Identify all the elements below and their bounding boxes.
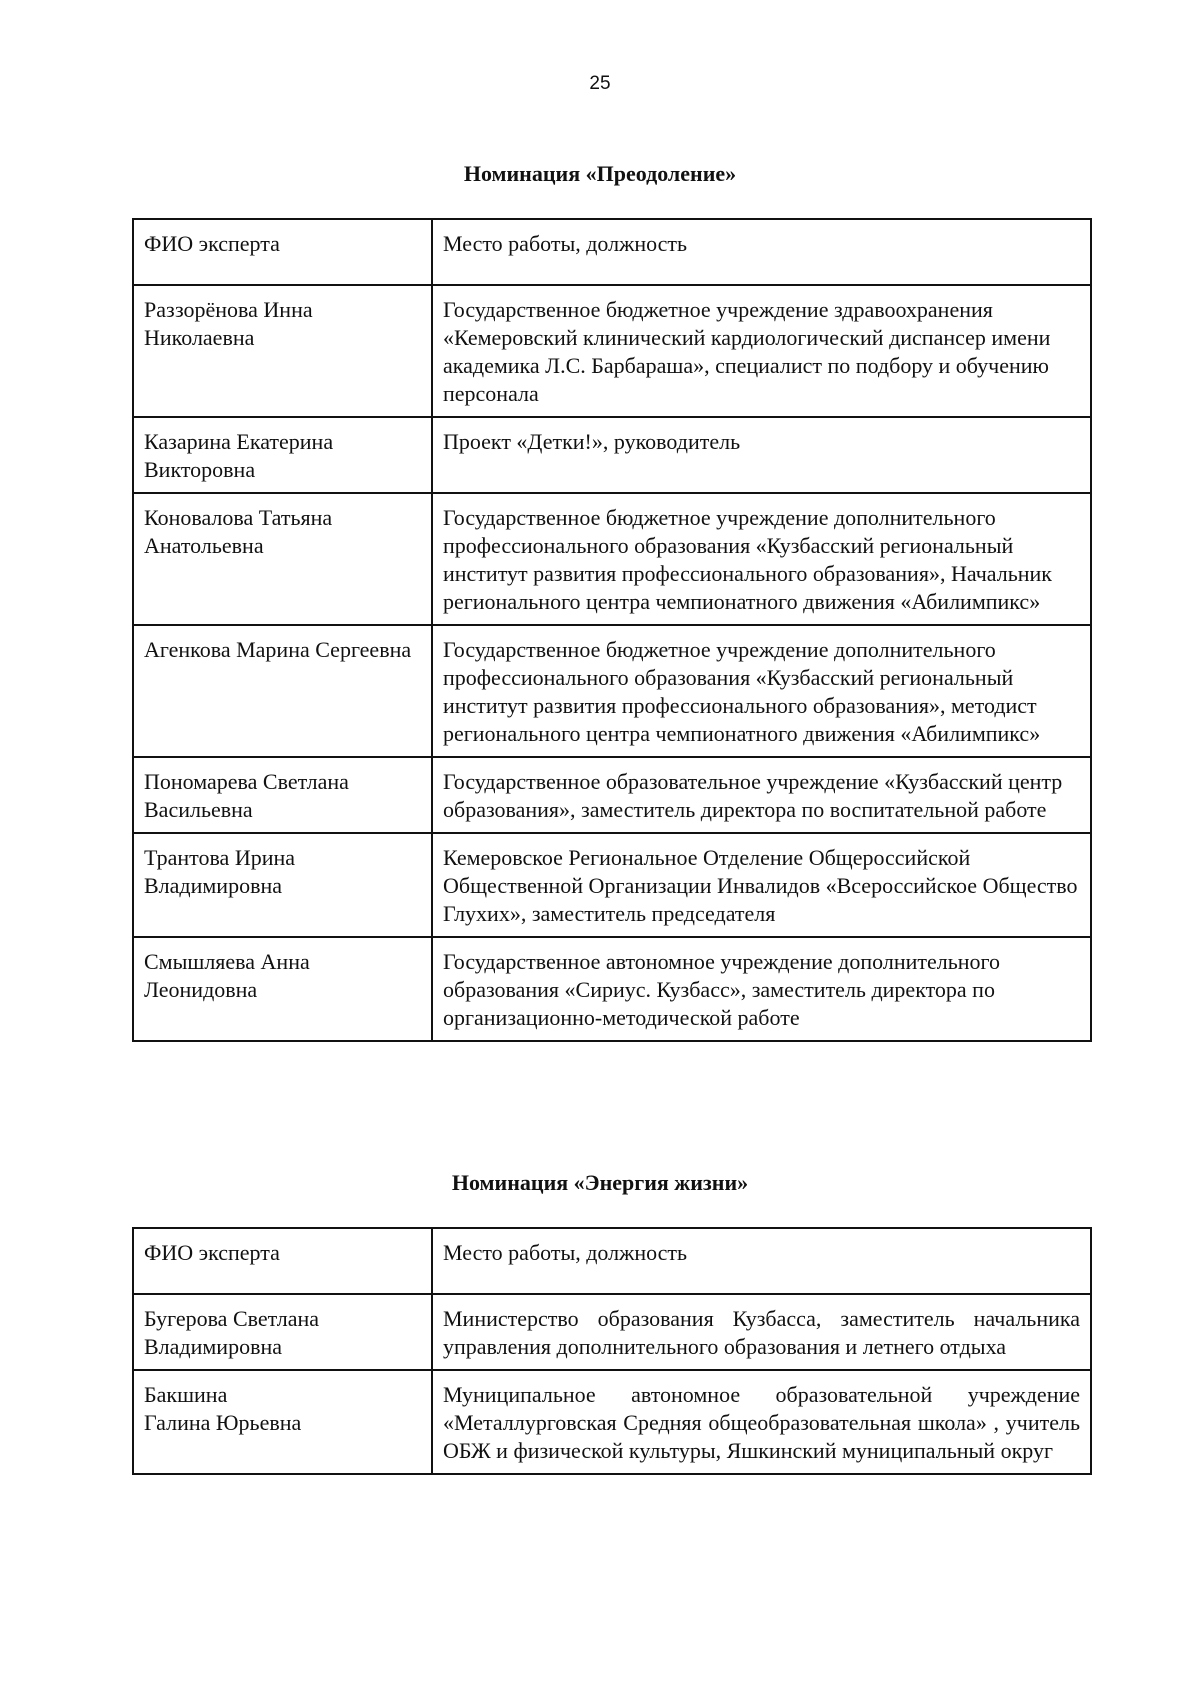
header-name-cell: ФИО эксперта: [133, 219, 432, 285]
table-row: [133, 625, 1091, 757]
table-row: [133, 493, 1091, 625]
expert-name-cell: Раззорёнова Инна Николаевна: [133, 285, 432, 417]
expert-job-cell: Кемеровское Региональное Отделение Общероссийской Общественной Организации Инвалидов «Всероссийское Общество Глухих», заместитель председателя: [432, 833, 1091, 937]
page-number: 25: [589, 73, 611, 94]
expert-job-cell: Государственное бюджетное учреждение здравоохранения «Кемеровский клинический кардиологический диспансер имени академика Л.С. Барбараша», специалист по подбору и обучению персонала: [432, 285, 1091, 417]
table-row: [133, 757, 1091, 833]
table-header-row: [133, 1228, 1091, 1294]
expert-given-names: Галина Юрьевна: [144, 1410, 302, 1435]
expert-surname: Бакшина: [144, 1382, 228, 1407]
expert-name-cell: Смышляева Анна Леонидовна: [133, 937, 432, 1041]
section-title-energiya-zhizni: Номинация «Энергия жизни»: [451, 1170, 749, 1195]
table-row: [133, 937, 1091, 1041]
expert-job-cell: Государственное бюджетное учреждение дополнительного профессионального образования «Кузбасский региональный институт развития профессионального образования», методист регионального центра чемпионатного движения «Абилимпикс»: [432, 625, 1091, 757]
expert-job-cell: Министерство образования Кузбасса, заместитель начальника управления дополнительного образования и летнего отдыха: [432, 1294, 1091, 1370]
header-name-cell: ФИО эксперта: [133, 1228, 432, 1294]
expert-job-cell: Проект «Детки!», руководитель: [432, 417, 1091, 493]
table-row: [133, 285, 1091, 417]
table-row: [133, 1370, 1091, 1474]
table-row: [133, 417, 1091, 493]
expert-name-cell: Пономарева Светлана Васильевна: [133, 757, 432, 833]
header-job-cell: Место работы, должность: [432, 1228, 1091, 1294]
expert-job-cell: Государственное автономное учреждение дополнительного образования «Сириус. Кузбасс», заместитель директора по организационно-методической работе: [432, 937, 1091, 1041]
expert-name-cell: Коновалова Татьяна Анатольевна: [133, 493, 432, 625]
experts-table-preodolenie: [132, 218, 1092, 1042]
section-title-preodolenie: Номинация «Преодоление»: [463, 161, 737, 186]
expert-name-cell: Трантова Ирина Владимировна: [133, 833, 432, 937]
expert-name-cell: Бугерова Светлана Владимировна: [133, 1294, 432, 1370]
table-row: [133, 833, 1091, 937]
expert-job-cell: Муниципальное автономное образовательной учреждение «Металлурговская Средняя общеобразовательная школа» , учитель ОБЖ и физической культуры, Яшкинский муниципальный округ: [432, 1370, 1091, 1474]
expert-job-cell: Государственное бюджетное учреждение дополнительного профессионального образования «Кузбасский региональный институт развития профессионального образования», Начальник регионального центра чемпионатного движения «Абилимпикс»: [432, 493, 1091, 625]
expert-name-cell: [133, 1370, 432, 1474]
expert-name-cell: Агенкова Марина Сергеевна: [133, 625, 432, 757]
table-header-row: [133, 219, 1091, 285]
table-row: [133, 1294, 1091, 1370]
header-job-cell: Место работы, должность: [432, 219, 1091, 285]
expert-name-cell: Казарина Екатерина Викторовна: [133, 417, 432, 493]
experts-table-energiya-zhizni: [132, 1227, 1092, 1475]
expert-job-cell: Государственное образовательное учреждение «Кузбасский центр образования», заместитель директора по воспитательной работе: [432, 757, 1091, 833]
